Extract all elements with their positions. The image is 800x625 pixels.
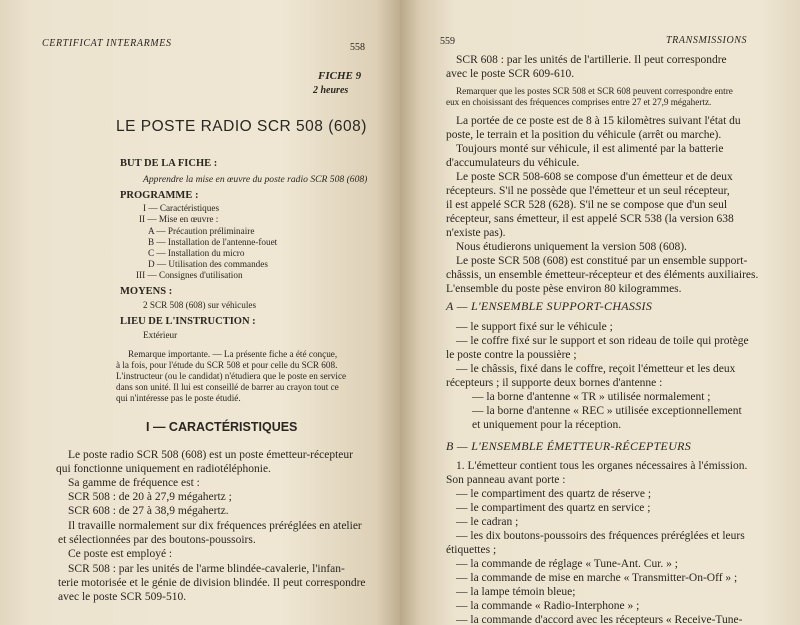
body-line: Il travaille normalement sur dix fréquences préréglées en atelier: [68, 520, 362, 532]
body-line: et sélectionnées par des boutons-poussoirs.: [58, 534, 256, 546]
running-head-left: CERTIFICAT INTERARMES: [42, 38, 172, 49]
remarque-line: Remarque importante. — La présente fiche a été conçue,: [128, 349, 338, 359]
programme-item: III — Consignes d'utilisation: [136, 270, 243, 280]
body-line: SCR 508 : de 20 à 27,9 mégahertz ;: [68, 491, 232, 503]
emetteur-line: — la commande « Radio-Interphone » ;: [456, 600, 640, 612]
right-page: [400, 0, 800, 625]
programme-item: I — Caractéristiques: [143, 203, 220, 213]
emetteur-line: — la commande d'accord avec les récepteurs « Receive-Tune-: [456, 614, 743, 625]
support-line: — le châssis, fixé dans le coffre, reçoit l'émetteur et les deux: [456, 363, 736, 375]
note-line: eux en choisissant des fréquences comprises entre 27 et 27,9 mégahertz.: [446, 97, 712, 107]
para-line: Toujours monté sur véhicule, il est alimenté par la batterie: [456, 143, 724, 155]
para-line: Le poste SCR 508-608 se compose d'un émetteur et de deux: [456, 171, 733, 183]
emetteur-line: — la commande de mise en marche « Transmitter-On-Off » ;: [456, 572, 738, 584]
programme-item: B — Installation de l'antenne-fouet: [148, 237, 278, 247]
section-heading-emetteur-recepteurs: B — L'ENSEMBLE ÉMETTEUR-RÉCEPTEURS: [446, 439, 692, 453]
support-line: — la borne d'antenne « TR » utilisée normalement ;: [472, 391, 711, 403]
remarque-line: qui n'intéresse pas le poste étudié.: [116, 393, 241, 403]
page-number-left: 558: [350, 42, 365, 53]
support-line: le poste contre la poussière ;: [446, 349, 577, 361]
body-line: Sa gamme de fréquence est :: [68, 477, 200, 489]
remarque-line: L'instructeur (ou le candidat) n'étudiera que le poste en service: [116, 371, 347, 381]
note-line: Remarquer que les postes SCR 508 et SCR 608 peuvent correspondre entre: [456, 86, 733, 96]
programme-item: C — Installation du micro: [148, 248, 245, 258]
duration-label: 2 heures: [313, 85, 349, 96]
body-line: SCR 608 : de 27 à 38,9 mégahertz.: [68, 505, 229, 517]
support-line: — la borne d'antenne « REC » utilisée exceptionnellement: [472, 405, 742, 417]
para-line: Nous étudierons uniquement la version 508 (608).: [456, 241, 687, 253]
running-head-right: TRANSMISSIONS: [666, 35, 748, 46]
emetteur-line: — le cadran ;: [456, 516, 519, 528]
emetteur-line: 1. L'émetteur contient tous les organes nécessaires à l'émission.: [456, 460, 748, 472]
para-line: récepteurs. S'il ne possède que l'émetteur et un seul récepteur,: [446, 185, 730, 197]
para-line: n'existe pas).: [446, 227, 506, 239]
body-line: terie motorisée et le génie de division blindée. Il peut correspondre: [58, 577, 366, 589]
para-line: La portée de ce poste est de 8 à 15 kilomètres suivant l'état du: [456, 115, 741, 127]
support-line: — le support fixé sur le véhicule ;: [456, 321, 613, 333]
programme-item: II — Mise en œuvre :: [139, 214, 219, 224]
emetteur-line: — les dix boutons-poussoirs des fréquences préréglées et leurs: [456, 530, 745, 542]
para-line: il est appelé SCR 528 (628). S'il ne se compose que d'un seul: [446, 199, 728, 211]
para-line: Le poste SCR 508 (608) est constitué par un ensemble support-: [456, 255, 748, 267]
emetteur-line: — le compartiment des quartz en service ;: [456, 502, 651, 514]
body-line: avec le poste SCR 509-510.: [58, 591, 187, 603]
section-heading-support-chassis: A — L'ENSEMBLE SUPPORT-CHASSIS: [446, 299, 653, 313]
body-line: Ce poste est employé :: [68, 548, 173, 560]
but-text: Apprendre la mise en œuvre du poste radio SCR 508 (608): [143, 174, 368, 185]
emetteur-line: — le compartiment des quartz de réserve ;: [456, 488, 652, 500]
moyens-text: 2 SCR 508 (608) sur véhicules: [143, 300, 257, 310]
remarque-line: dans son unité. Il lui est conseillé de barrer au crayon tout ce: [116, 382, 339, 392]
intro-line: SCR 608 : par les unités de l'artillerie. Il peut correspondre: [456, 54, 727, 66]
para-line: récepteur, sans émetteur, il est appelé SCR 538 (la version 638: [446, 213, 734, 225]
support-line: et uniquement pour la réception.: [472, 419, 622, 431]
para-line: poste, le terrain et la position du véhicule (arrêt ou marche).: [446, 129, 722, 141]
but-heading: BUT DE LA FICHE :: [120, 158, 218, 169]
emetteur-line: étiquettes ;: [446, 544, 497, 556]
programme-heading: PROGRAMME :: [120, 190, 199, 201]
support-line: — le coffre fixé sur le support et son rideau de toile qui protège: [456, 335, 749, 347]
emetteur-line: Son panneau avant porte :: [446, 474, 566, 486]
programme-item: D — Utilisation des commandes: [148, 259, 268, 269]
para-line: L'ensemble du poste pèse environ 80 kilogrammes.: [446, 283, 682, 295]
fiche-label: FICHE 9: [318, 70, 362, 82]
body-line: qui fonctionne uniquement en radiotéléphonie.: [56, 463, 271, 475]
intro-line: avec le poste SCR 609-610.: [446, 68, 575, 80]
lieu-text: Extérieur: [143, 330, 178, 340]
body-line: SCR 508 : par les unités de l'arme blindée-cavalerie, l'infan-: [68, 563, 345, 575]
emetteur-line: — la commande de réglage « Tune-Ant. Cur. » ;: [456, 558, 678, 570]
moyens-heading: MOYENS :: [120, 286, 173, 297]
page-title: LE POSTE RADIO SCR 508 (608): [116, 118, 367, 135]
remarque-line: à la fois, pour l'étude du SCR 508 et pour celle du SCR 608.: [116, 360, 338, 370]
emetteur-line: — la lampe témoin bleue;: [456, 586, 576, 598]
section-heading-caracteristiques: I — CARACTÉRISTIQUES: [146, 420, 298, 434]
para-line: châssis, un ensemble émetteur-récepteur et des éléments auxiliaires.: [446, 269, 759, 281]
page-number-right: 559: [440, 36, 455, 47]
lieu-heading: LIEU DE L'INSTRUCTION :: [120, 316, 256, 327]
body-line: Le poste radio SCR 508 (608) est un poste émetteur-récepteur: [68, 449, 353, 461]
support-line: récepteurs ; il supporte deux bornes d'antenne :: [446, 377, 663, 389]
para-line: d'accumulateurs du véhicule.: [446, 157, 580, 169]
programme-item: A — Précaution préliminaire: [148, 226, 255, 236]
